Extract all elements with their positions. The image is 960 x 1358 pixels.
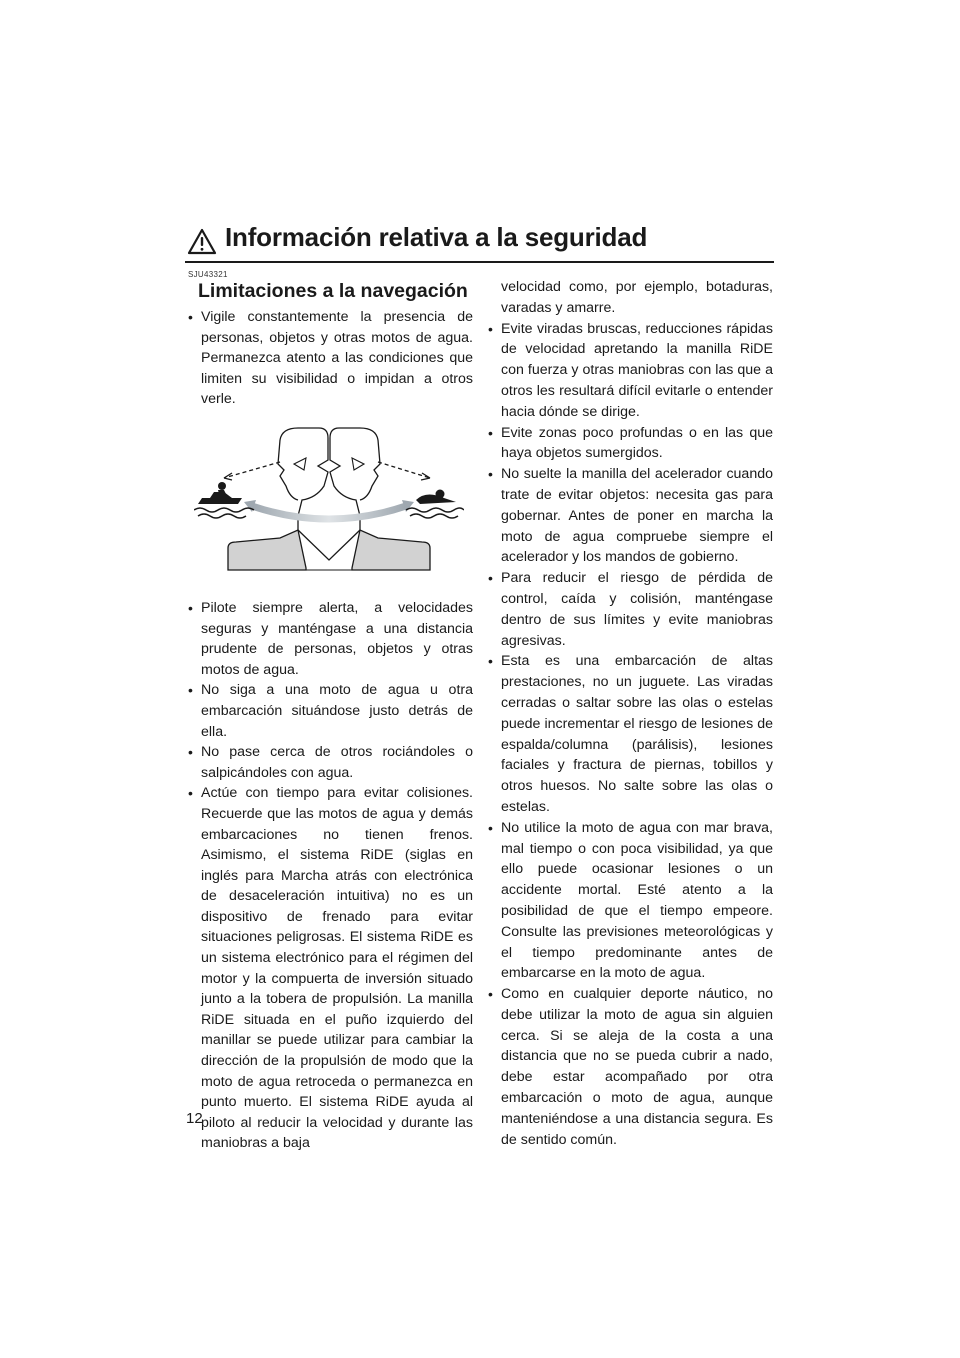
page-header [185,222,775,258]
list-item: • Actúe con tiempo para evitar colisiones. Recuerde que las motos de agua y demás embarcaciones no tienen frenos. Asimismo, el sistema RiDE (siglas en inglés para Marcha atrás con electrónica de desaceleración intuitiva) no es un dispositivo de frenado para evitar situaciones peligrosas. El sistema RiDE es un sistema electrónico para el régimen del motor y la compuerta de inversión situado junto a la tobera de propulsión. La manilla RiDE situada en el puño izquierdo del manillar se puede utilizar para cambiar la dirección de la propulsión de modo que la moto de agua retroceda o permanezca en punto muerto. El sistema RiDE ayuda al piloto al reducir la velocidad y durante las maniobras a baja [188,783,473,1154]
navigation-visibility-illustration [194,420,464,580]
list-item: • Esta es una embarcación de altas prestaciones, no un juguete. Las viradas cerradas o saltar sobre las olas o estelas puede incrementar el riesgo de lesiones de espalda/columna (parálisis), lesiones faciales y fractura de piernas, tobillos y otros huesos. No salte sobre las olas o estelas. [488,651,773,817]
page-number: 12 [186,1110,203,1127]
list-item: • No utilice la moto de agua con mar brava, mal tiempo o con poca visibilidad, ya que ello puede ocasionar lesiones o un accidente mortal. Esté atento a la posibilidad de que el tiempo empeore. Consulte las previsiones meteorológicas y el tiempo predominante antes de embarcarse en la moto de agua. [488,818,773,984]
page-header-title: Información relativa a la seguridad [225,222,648,252]
continuation-text: velocidad como, por ejemplo, botaduras, varadas y amarre. [501,279,773,316]
personal-watercraft-icon [194,482,254,518]
right-column [488,277,773,1150]
intro-bullet-list [188,307,473,410]
left-column [188,270,473,1154]
section-code: SJU43321 [188,270,228,279]
warning-triangle-icon [187,228,217,255]
list-item: • No pase cerca de otros rociándoles o salpicándoles con agua. [188,742,473,783]
list-item: • Como en cualquier deporte náutico, no debe utilizar la moto de agua sin alguien cerca. Si se aleja de la costa a una distancia que no se pueda cubrir a nado, debe estar acompañado por otra embarcación o moto de agua, aunque manteniéndose a una distancia segura. Es de sentido común. [488,984,773,1150]
list-item: • No siga a una moto de agua u otra embarcación situándose justo detrás de ella. [188,680,473,742]
swimmer-icon [406,489,464,518]
header-divider [185,261,774,263]
section-title: Limitaciones a la navegación [198,280,468,302]
list-item: • Evite viradas bruscas, reducciones rápidas de velocidad apretando la manilla RiDE con fuerza y otras maniobras con las que a otros les resultará difícil evitarle o entender hacia dónde se dirige. [488,319,773,423]
list-item: • No suelte la manilla del acelerador cuando trate de evitar objetos: necesita gas para gobernar. Antes de poner en marcha la moto de agua compruebe siempre el acelerador y los mandos de gobierno. [488,464,773,568]
right-bullet-list [488,277,773,1150]
left-bullet-list [188,598,473,1154]
list-item: • Evite zonas poco profundas o en las que haya objetos sumergidos. [488,423,773,465]
list-item: • Para reducir el riesgo de pérdida de control, caída y colisión, manténgase dentro de sus límites y evite maniobras agresivas. [488,568,773,651]
list-item: • Vigile constantemente la presencia de personas, objetos y otras motos de agua. Permanezca atento a las condiciones que limiten su visibilidad o impidan a otros verle. [188,307,473,410]
list-item: • Pilote siempre alerta, a velocidades seguras y manténgase a una distancia prudente de personas, objetos y otras motos de agua. [188,598,473,680]
